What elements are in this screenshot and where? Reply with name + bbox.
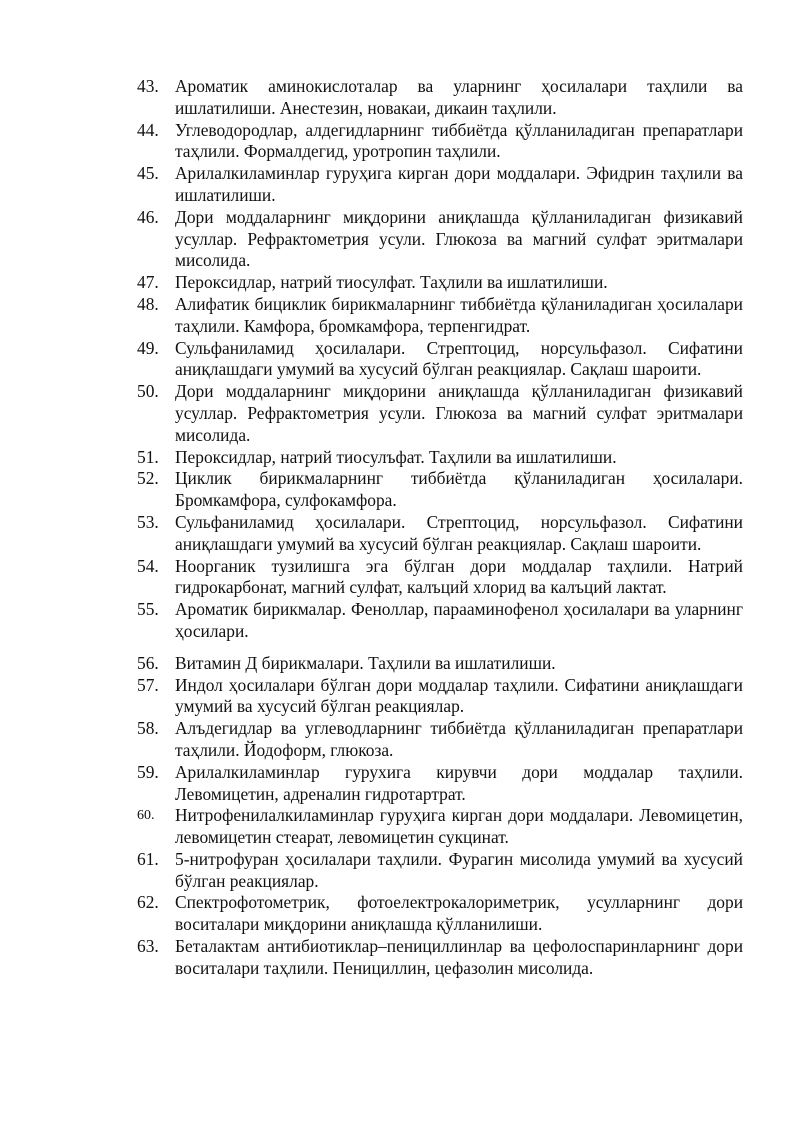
- item-number: 59.: [137, 761, 159, 782]
- item-number: 52.: [137, 468, 159, 489]
- item-text: Дори моддаларнинг миқдорини аниқлашда қўлланиладиган физикавий усуллар. Рефрактометрия усули. Глюкоза ва магний сулфат эритмалари мисолида.: [175, 381, 743, 445]
- item-text: Ноорганик тузилишга эга бўлган дори моддалар таҳлили. Натрий гидрокарбонат, магний сулфат, калъций хлорид ва калъций лактат.: [175, 555, 743, 598]
- list-item: [137, 762, 743, 806]
- item-text: 5-нитрофуран ҳосилалари таҳлили. Фурагин мисолида умумий ва хусусий бўлган реакциялар.: [175, 848, 743, 891]
- list-item: [137, 468, 743, 512]
- item-text: Пероксидлар, натрий тиосулфат. Таҳлили ва ишлатилиши.: [175, 272, 608, 293]
- list-item: [137, 653, 743, 675]
- item-number: 53.: [137, 511, 159, 532]
- list-item: [137, 675, 743, 719]
- item-text: Индол ҳосилалари бўлган дори моддалар таҳлили. Сифатини аниқлашдаги умумий ва хусусий бўлган реакциялар.: [175, 674, 743, 717]
- list-item: [137, 76, 743, 120]
- list-item: [137, 120, 743, 164]
- item-number: 60.: [137, 808, 155, 824]
- list-item: [137, 381, 743, 446]
- item-number: 48.: [137, 293, 159, 314]
- list-item: [137, 892, 743, 936]
- list-item: [137, 512, 743, 556]
- item-text: Арилалкиламинлар гуруҳига кирган дори моддалари. Эфидрин таҳлили ва ишлатилиши.: [175, 163, 743, 205]
- item-number: 58.: [137, 718, 159, 739]
- item-number: 63.: [137, 936, 159, 957]
- list-item: [137, 207, 743, 272]
- list-item: [137, 936, 743, 980]
- item-text: Ароматик бирикмалар. Феноллар, парааминофенол ҳосилалари ва уларнинг ҳосилари.: [175, 599, 743, 641]
- list-item: [137, 272, 743, 294]
- list-item: [137, 447, 743, 469]
- item-number: 55.: [137, 599, 159, 620]
- list-item: [137, 556, 743, 600]
- item-number: 56.: [137, 652, 159, 673]
- item-text: Беталактам антибиотиклар–пенициллинлар ва цефолоспаринларнинг дори воситалари таҳлили. Пенициллин, цефазолин мисолида.: [175, 936, 743, 978]
- topic-list: [137, 76, 743, 980]
- item-text: Циклик бирикмаларнинг тиббиётда қўланиладиган ҳосилалари. Бромкамфора, сулфокамфора.: [175, 468, 743, 511]
- item-text: Алъдегидлар ва углеводларнинг тиббиётда қўлланиладиган препаратлари таҳлили. Йодоформ, глюкоза.: [175, 718, 743, 760]
- item-text: Нитрофенилалкиламинлар гуруҳига кирган дори моддалари. Левомицетин, левомицетин стеарат, левомицетин сукцинат.: [175, 805, 743, 848]
- item-text: Арилалкиламинлар гурухига кирувчи дори моддалар таҳлили. Левомицетин, адреналин гидротартрат.: [175, 761, 743, 804]
- item-number: 61.: [137, 848, 159, 869]
- item-number: 47.: [137, 272, 159, 293]
- list-item: [137, 849, 743, 893]
- list-item: [137, 718, 743, 762]
- item-number: 45.: [137, 163, 159, 184]
- item-number: 49.: [137, 337, 159, 358]
- item-number: 46.: [137, 206, 159, 227]
- item-number: 62.: [137, 892, 159, 913]
- item-number: 43.: [137, 76, 159, 96]
- item-text: Дори моддаларнинг миқдорини аниқлашда қўлланиладиган физикавий усуллар. Рефрактометрия усули. Глюкоза ва магний сулфат эритмалари мисолида.: [175, 206, 743, 271]
- item-text: Сульфаниламид ҳосилалари. Стрептоцид, норсульфазол. Сифатини аниқлашдаги умумий ва хусусий бўлган реакциялар. Сақлаш шароити.: [175, 337, 743, 380]
- list-item: [137, 163, 743, 207]
- list-item: [137, 294, 743, 338]
- item-number: 51.: [137, 446, 159, 467]
- item-text: Спектрофотометрик, фотоелектрокалориметрик, усулларнинг дори воситалари миқдорини аниқлашда қўлланилиши.: [175, 892, 743, 935]
- item-number: 50.: [137, 381, 159, 402]
- list-item: [137, 805, 743, 849]
- item-text: Сульфаниламид ҳосилалари. Стрептоцид, норсульфазол. Сифатини аниқлашдаги умумий ва хусусий бўлган реакциялар. Сақлаш шароити.: [175, 511, 743, 554]
- item-text: Пероксидлар, натрий тиосулъфат. Таҳлили ва ишлатилиши.: [175, 446, 617, 467]
- item-number: 54.: [137, 555, 159, 576]
- item-number: 44.: [137, 119, 159, 140]
- item-text: Алифатик бициклик бирикмаларнинг тиббиётда қўланиладиган ҳосилалари таҳлили. Камфора, бромкамфора, терпенгидрат.: [175, 293, 743, 336]
- item-text: Углеводородлар, алдегидларнинг тиббиётда қўлланиладиган препаратлари таҳлили. Формалдегид, уротропин таҳлили.: [175, 119, 743, 162]
- item-number: 57.: [137, 674, 159, 695]
- item-text: Ароматик аминокислоталар ва уларнинг ҳосилалари таҳлили ва ишлатилиши. Анестезин, новакаи, дикаин таҳлили.: [175, 76, 743, 118]
- list-item: [137, 599, 743, 643]
- list-item: [137, 338, 743, 382]
- item-text: Витамин Д бирикмалари. Таҳлили ва ишлатилиши.: [175, 652, 556, 673]
